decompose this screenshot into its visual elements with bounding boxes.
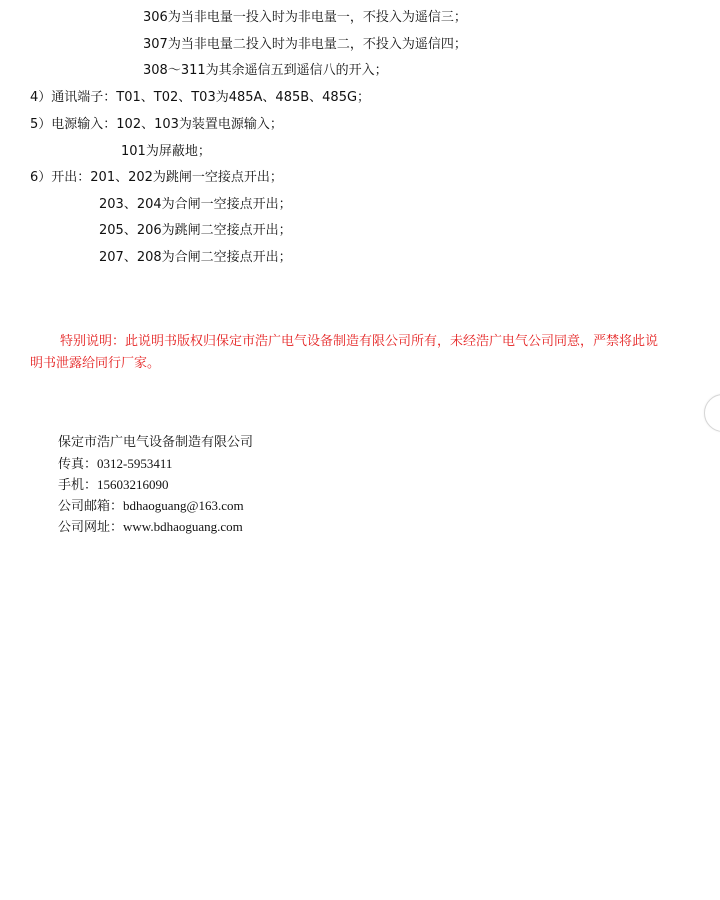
email-value: bdhaoguang@163.com	[123, 498, 244, 513]
email-line	[58, 498, 244, 515]
section-communication-terminals: 4）通讯端子：T01、T02、T03为485A、485B、485G；	[30, 90, 371, 105]
terminal-line-207-208: 207、208为合闸二空接点开出；	[99, 250, 292, 265]
fax-label: 传真：	[58, 457, 98, 472]
mobile-value: 15603216090	[97, 477, 169, 492]
terminal-line-307: 307为当非电量二投入时为非电量二，不投入为遥信四；	[143, 37, 467, 52]
email-label: 公司邮箱：	[58, 499, 124, 514]
mobile-label: 手机：	[58, 478, 98, 493]
website-value: www.bdhaoguang.com	[123, 519, 243, 534]
copyright-notice: 特别说明：此说明书版权归保定市浩广电气设备制造有限公司所有，未经浩广电气公司同意，严禁将此说明书泄露给同行厂家。	[30, 334, 659, 371]
terminal-line-306: 306为当非电量一投入时为非电量一，不投入为遥信三；	[143, 10, 467, 25]
side-scroll-button[interactable]	[704, 394, 720, 432]
terminal-line-203-204: 203、204为合闸一空接点开出；	[99, 197, 292, 212]
company-name: 保定市浩广电气设备制造有限公司	[58, 435, 254, 450]
section-outputs: 6）开出：201、202为跳闸一空接点开出；	[30, 170, 283, 185]
fax-value: 0312-5953411	[97, 456, 173, 471]
fax-line	[58, 456, 172, 473]
mobile-line	[58, 477, 169, 494]
terminal-line-205-206: 205、206为跳闸二空接点开出；	[99, 223, 292, 238]
section-power-input: 5）电源输入：102、103为装置电源输入；	[30, 117, 283, 132]
website-label: 公司网址：	[58, 520, 124, 535]
terminal-line-101: 101为屏蔽地；	[121, 144, 211, 159]
website-line	[58, 519, 243, 536]
terminal-line-308-311: 308～311为其余遥信五到遥信八的开入；	[143, 63, 388, 78]
